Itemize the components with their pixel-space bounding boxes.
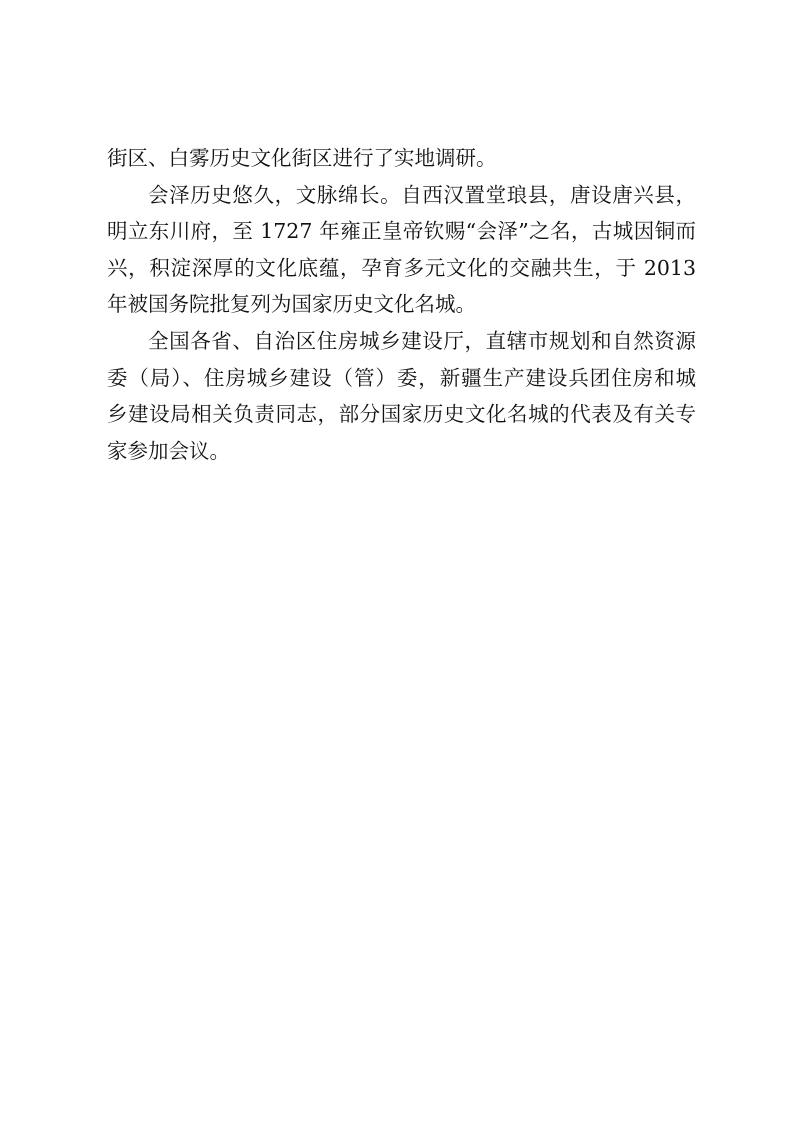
- text-line: 委（局）、住房城乡建设（管）委，新疆生产建设兵团住房和城: [107, 365, 696, 390]
- text-line: 街区、白雾历史文化街区进行了实地调研。: [107, 146, 497, 170]
- text-line: 兴，积淀深厚的文化底蕴，孕育多元文化的交融共生，于 2013: [107, 255, 696, 280]
- paragraph-2: [107, 177, 696, 323]
- text-line: 乡建设局相关负责同志，部分国家历史文化名城的代表及有关专: [107, 402, 696, 427]
- text-line: 明立东川府，至 1727 年雍正皇帝钦赐“会泽”之名，古城因铜而: [107, 219, 696, 244]
- document-body: [107, 140, 696, 469]
- text-line: 家参加会议。: [107, 438, 230, 463]
- text-line: 全国各省、自治区住房城乡建设厅，直辖市规划和自然资源: [148, 328, 696, 353]
- paragraph-3: [107, 323, 696, 469]
- paragraph-1: [107, 140, 696, 177]
- text-line: 年被国务院批复列为国家历史文化名城。: [107, 292, 476, 317]
- text-line: 会泽历史悠久，文脉绵长。自西汉置堂琅县，唐设唐兴县，: [148, 182, 696, 207]
